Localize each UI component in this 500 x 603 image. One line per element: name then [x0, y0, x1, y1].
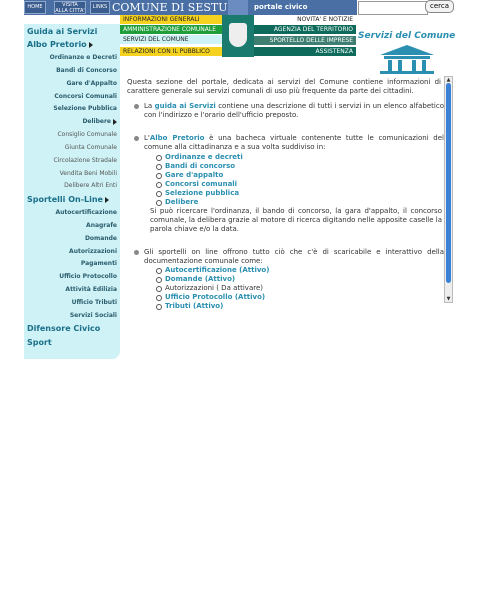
sub-item-autorizzazioni [165, 284, 263, 293]
nav-assistenza[interactable]: ASSISTENZA [254, 47, 356, 56]
sub-link-protocollo[interactable] [165, 293, 265, 302]
albo-after-text: Si può ricercare l'ordinanza, il bando di concorso, la gara d'appalto, il concorso comunale, la delibera grazie al motore di ricerca digitando nelle apposite caselle la parola chiave e/o la data. [150, 207, 442, 233]
circle-bullet-icon [156, 268, 162, 274]
sub-link-label: Selezione pubblica [165, 189, 240, 197]
sidebar-albo-label: Albo Pretorio [27, 40, 87, 49]
circle-bullet-icon [156, 164, 162, 170]
shield-icon [229, 23, 247, 47]
sidebar-difensore[interactable]: Difensore Civico [27, 324, 101, 333]
visita-button[interactable] [54, 1, 86, 14]
nav-sportello-imprese[interactable]: SPORTELLO DELLE IMPRESE [254, 36, 356, 45]
sub-link-tributi[interactable] [165, 302, 223, 311]
circle-bullet-icon [156, 155, 162, 161]
sidebar [24, 24, 120, 359]
sub-link-label: Delibere [165, 198, 199, 206]
sub-link-bandi[interactable] [165, 162, 235, 171]
sub-item-label: Autorizzazioni ( Da attivare) [165, 284, 263, 292]
sub-link-delibere[interactable] [165, 198, 198, 207]
emblem-top-icon [228, 0, 248, 15]
search-input[interactable] [358, 1, 428, 15]
sidebar-item-anagrafe[interactable]: Anagrafe [86, 222, 117, 229]
list-item [144, 248, 444, 266]
list-item [144, 134, 444, 152]
sub-link-ordinanze[interactable] [165, 153, 243, 162]
sub-link-autocertificazione[interactable] [165, 266, 269, 275]
sidebar-sport[interactable]: Sport [27, 338, 52, 347]
circle-bullet-icon [156, 173, 162, 179]
sidebar-item-pagamenti[interactable]: Pagamenti [80, 260, 117, 267]
nav-agenzia[interactable]: AGENZIA DEL TERRITORIO [254, 25, 356, 34]
sidebar-item-servizi-sociali[interactable]: Servizi Sociali [69, 312, 117, 319]
home-button[interactable]: HOME [24, 1, 46, 14]
sub-link-selezione[interactable] [165, 189, 239, 198]
scroll-up-icon[interactable]: ▲ [446, 77, 451, 83]
sub-link-label: Bandi di concorso [165, 162, 236, 170]
sidebar-item-protocollo[interactable]: Ufficio Protocollo [59, 273, 117, 280]
sidebar-item-circolazione[interactable]: Circolazione Stradale [53, 157, 117, 164]
sub-link-label: Concorsi comunali [165, 180, 238, 188]
circle-bullet-icon [156, 191, 162, 197]
sidebar-sportelli-label: Sportelli On-Line [27, 195, 103, 204]
sidebar-item-tributi[interactable]: Ufficio Tributi [71, 299, 117, 306]
sidebar-item-autocertificazione[interactable]: Autocertificazione [55, 209, 117, 216]
city-emblem-icon [222, 15, 254, 57]
circle-bullet-icon [156, 286, 162, 292]
bullet-icon [134, 136, 139, 141]
sportelli-text: Gli sportelli on line offrono tutto ciò che c'è di scaricabile e interattivo della documentazione comunale come: [144, 248, 444, 265]
visita-label-2: ALLA CITTA' [55, 8, 85, 14]
sidebar-item-concorsi[interactable]: Concorsi Comunali [54, 93, 117, 100]
circle-bullet-icon [156, 200, 162, 206]
bullet-icon [134, 104, 139, 109]
arrow-right-icon [105, 197, 109, 203]
circle-bullet-icon [156, 277, 162, 283]
nav-relazioni[interactable]: RELAZIONI CON IL PUBBLICO [120, 47, 222, 56]
sidebar-item-edilizia[interactable]: Attività Edilizia [65, 286, 117, 293]
sidebar-item-ordinanze[interactable]: Ordinanze e Decreti [49, 54, 117, 61]
sub-link-concorsi[interactable] [165, 180, 237, 189]
top-bar [24, 0, 357, 15]
b1-post: contiene una descrizione di tutti i servizi in un elenco alfabetico con l'indirizzo e l'orario dell'ufficio preposto. [144, 102, 444, 119]
sidebar-item-domande[interactable]: Domande [84, 235, 117, 242]
sub-link-gare[interactable] [165, 171, 223, 180]
arrow-right-icon [113, 119, 117, 125]
sub-link-label: Ordinanze e decreti [165, 153, 243, 161]
b2-pre: L' [144, 134, 150, 142]
town-hall-icon [376, 43, 438, 75]
intro-text: Questa sezione del portale, dedicata ai servizi del Comune contiene informazioni di carattere generale sui servizi comunali di uso più frequente da parte dei cittadini. [127, 78, 441, 95]
sidebar-guida[interactable]: Guida ai Servizi [27, 27, 98, 36]
sidebar-item-altri-enti[interactable]: Delibere Altri Enti [64, 182, 117, 189]
b1-pre: La [144, 102, 155, 110]
sidebar-item-giunta[interactable]: Giunta Comunale [64, 144, 117, 151]
sub-link-label: Gare d'appalto [165, 171, 224, 179]
portale-label: portale civico [254, 3, 308, 11]
nav-amministrazione[interactable]: AMMINISTRAZIONE COMUNALE [120, 25, 222, 34]
site-brand: COMUNE DI SESTU [112, 1, 228, 14]
main-content [124, 78, 444, 310]
scroll-down-icon[interactable]: ▼ [446, 296, 451, 302]
sidebar-sportelli[interactable] [27, 195, 109, 204]
sidebar-item-gare[interactable]: Gare d'Appalto [66, 80, 117, 87]
sidebar-albo[interactable] [27, 40, 93, 49]
circle-bullet-icon [156, 304, 162, 310]
sidebar-delibere-label: Delibere [82, 118, 111, 125]
visita-label-1: VISITA [62, 2, 78, 8]
sub-link-domande[interactable] [165, 275, 235, 284]
albo-link[interactable]: Albo Pretorio [149, 134, 205, 142]
sidebar-item-delibere[interactable] [82, 118, 117, 125]
nav-novita[interactable]: NOVITA' E NOTIZIE [254, 15, 356, 24]
sidebar-item-consiglio[interactable]: Consiglio Comunale [57, 131, 117, 138]
circle-bullet-icon [156, 295, 162, 301]
nav-servizi[interactable]: SERVIZI DEL COMUNE [120, 35, 222, 44]
bullet-icon [134, 250, 139, 255]
sidebar-item-autorizzazioni[interactable]: Autorizzazioni [69, 248, 117, 255]
circle-bullet-icon [156, 182, 162, 188]
b2-post: è una bacheca virtuale contenente tutte le comunicazioni del comune alla cittadinanza e a sua volta suddiviso in: [144, 134, 444, 151]
sub-link-label: Domande (Attivo) [165, 275, 236, 283]
search-button[interactable]: cerca [425, 0, 454, 13]
arrow-right-icon [89, 42, 93, 48]
nav-informazioni[interactable]: INFORMAZIONI GENERALI [120, 15, 222, 24]
content-scrollbar[interactable] [444, 76, 453, 303]
sub-link-label: Autocertificazione (Attivo) [165, 266, 270, 274]
section-title: Servizi del Comune [358, 31, 456, 41]
sidebar-item-bandi[interactable]: Bandi di Concorso [56, 67, 117, 74]
scrollbar-thumb[interactable] [446, 83, 451, 283]
sidebar-item-selezione[interactable]: Selezione Pubblica [53, 105, 117, 112]
sub-link-label: Ufficio Protocollo (Attivo) [165, 293, 266, 301]
links-button[interactable]: LINKS [90, 1, 110, 14]
list-item [144, 102, 444, 120]
guida-link[interactable]: guida ai Servizi [154, 102, 216, 110]
sidebar-item-vendita[interactable]: Vendita Beni Mobili [59, 170, 117, 177]
sub-link-label: Tributi (Attivo) [165, 302, 224, 310]
